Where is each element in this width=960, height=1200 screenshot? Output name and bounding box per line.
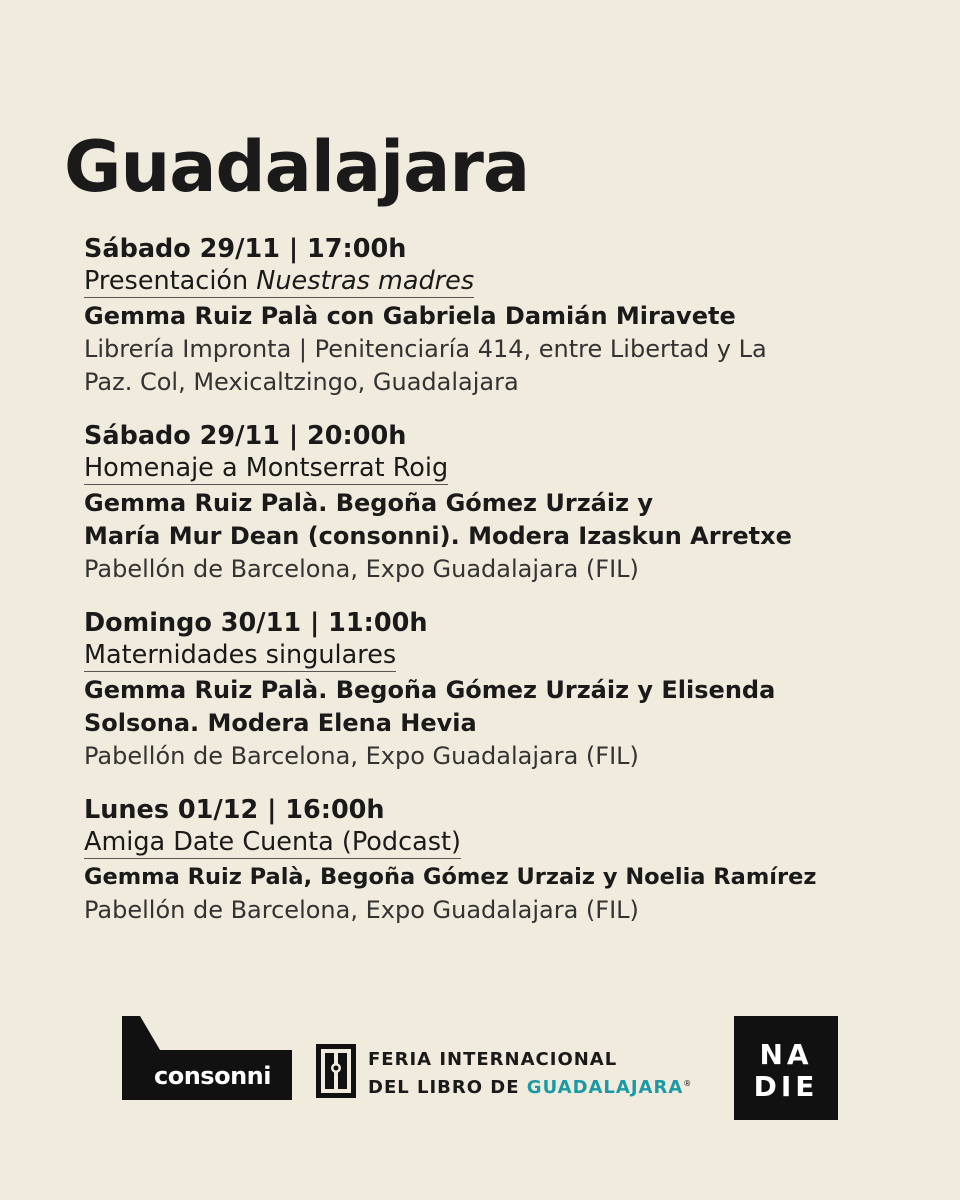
event-item [84, 419, 944, 586]
fil-line-2 [368, 1072, 692, 1100]
fil-line-2-a: DEL LIBRO DE [368, 1077, 527, 1098]
consonni-wordmark: consonni [154, 1062, 271, 1090]
event-place [84, 553, 944, 586]
nadie-line-2: DIE [753, 1070, 819, 1103]
consonni-logo [122, 1016, 292, 1100]
fil-line-2-b: GUADALAJARA [526, 1077, 684, 1098]
fil-registered-mark: ® [683, 1079, 693, 1088]
page-title: Guadalajara [64, 126, 530, 208]
event-date: Sábado 29/11 | 20:00h [84, 421, 407, 451]
fil-mark-icon [316, 1044, 356, 1098]
nadie-line-1: NA [759, 1038, 813, 1071]
event-title-italic: Nuestras madres [256, 266, 475, 296]
event-place-line: Librería Impronta | Penitenciaría 414, entre Libertad y La [84, 335, 767, 363]
event-place-line: Pabellón de Barcelona, Expo Guadalajara (FIL) [84, 555, 639, 583]
event-title: Amiga Date Cuenta (Podcast) [84, 827, 461, 857]
event-people-line: Gemma Ruiz Palà con Gabriela Damián Miravete [84, 302, 736, 330]
event-people-line: Gemma Ruiz Palà, Begoña Gómez Urzaiz y Noelia Ramírez [84, 864, 817, 890]
event-people-line: María Mur Dean (consonni). Modera Izaskun Arretxe [84, 522, 792, 550]
event-list [84, 232, 944, 947]
event-title [84, 266, 474, 298]
event-place [84, 333, 944, 399]
event-title: Homenaje a Montserrat Roig [84, 453, 449, 483]
fil-line-1: FERIA INTERNACIONAL [368, 1049, 618, 1070]
event-place [84, 740, 944, 773]
event-date: Domingo 30/11 | 11:00h [84, 608, 428, 638]
fil-logo [316, 1044, 736, 1104]
event-date: Lunes 01/12 | 16:00h [84, 795, 385, 825]
event-item [84, 606, 944, 773]
event-people-line: Solsona. Modera Elena Hevia [84, 709, 477, 737]
event-people-line: Gemma Ruiz Palà. Begoña Gómez Urzáiz y [84, 489, 654, 517]
event-date: Sábado 29/11 | 17:00h [84, 234, 407, 264]
event-people [84, 674, 944, 740]
event-place-line: Paz. Col, Mexicaltzingo, Guadalajara [84, 368, 519, 396]
event-people [84, 861, 944, 894]
event-people [84, 300, 944, 333]
event-place-line: Pabellón de Barcelona, Expo Guadalajara (FIL) [84, 896, 639, 924]
nadie-logo [734, 1016, 838, 1120]
event-item [84, 232, 944, 399]
event-item [84, 793, 944, 927]
event-title: Maternidades singulares [84, 640, 397, 670]
event-place [84, 894, 944, 927]
event-people [84, 487, 944, 553]
event-title-prefix: Presentación [84, 266, 257, 296]
fil-wordmark [368, 1048, 692, 1100]
event-people-line: Gemma Ruiz Palà. Begoña Gómez Urzáiz y Elisenda [84, 676, 776, 704]
event-place-line: Pabellón de Barcelona, Expo Guadalajara (FIL) [84, 742, 639, 770]
